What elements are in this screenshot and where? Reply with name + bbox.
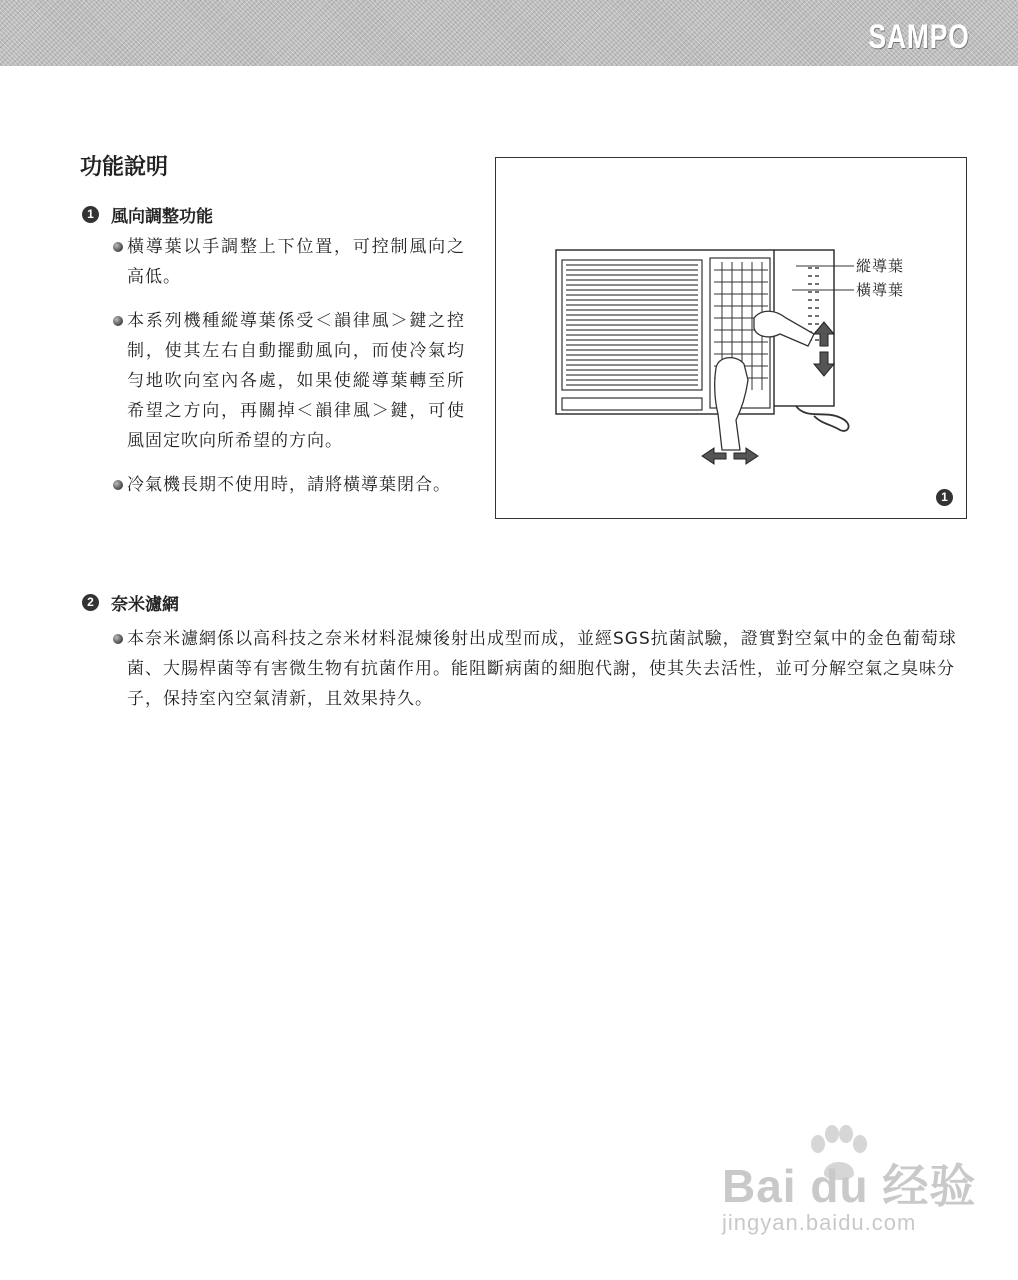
hand-icon: [754, 311, 814, 346]
air-conditioner-illustration: [496, 158, 966, 518]
bullet-dot-icon: [113, 480, 123, 490]
brand-logo: SAMPO: [868, 18, 970, 56]
bottom-panel: [562, 398, 702, 410]
watermark: [722, 1150, 976, 1236]
section2-number-badge: 2: [82, 594, 99, 611]
section2-paragraph: 本奈米濾網係以高科技之奈米材料混煉後射出成型而成，並經SGS抗菌試驗，證實對空氣中的金色葡萄球菌、大腸桿菌等有害微生物有抗菌作用。能阻斷病菌的細胞代謝，使其失去活性，並可分解空氣之臭味分子，保持室內空氣清新，且效果持久。: [113, 624, 989, 714]
bullet-item: 本系列機種縱導葉係受＜韻律風＞鍵之控制，使其左右自動擺動風向，而使冷氣均勻地吹向室內各處，如果使縱導葉轉至所希望之方向，再關掉＜韻律風＞鍵，可使風固定吹向所希望的方向。: [113, 306, 465, 456]
bullet-item: 橫導葉以手調整上下位置，可控制風向之高低。: [113, 232, 465, 292]
bullet-dot-icon: [113, 242, 123, 252]
hand-icon: [715, 358, 748, 450]
section1-heading-text: 風向調整功能: [111, 207, 213, 227]
section1-number-badge: 1: [82, 206, 99, 223]
page-title: 功能說明: [80, 155, 169, 180]
bullet-dot-icon: [113, 634, 123, 644]
section1-bullet-list: [113, 232, 465, 514]
section2-heading: [82, 590, 179, 615]
figure-number-badge: 1: [936, 489, 953, 506]
section1-heading: [82, 202, 213, 227]
arrow-down-icon: [814, 352, 834, 376]
label-vertical-louver: 縱導葉: [856, 257, 905, 275]
power-cord: [796, 406, 849, 431]
watermark-sub: jingyan.baidu.com: [722, 1210, 917, 1235]
bullet-item: 冷氣機長期不使用時，請將橫導葉閉合。: [113, 470, 465, 500]
bullet-dot-icon: [113, 316, 123, 326]
header-band: [0, 0, 1018, 66]
arrow-up-icon: [814, 322, 834, 346]
air-conditioner-figure: [495, 157, 967, 519]
section2-heading-text: 奈米濾網: [111, 595, 179, 615]
watermark-main: Bai du 经验: [722, 1160, 977, 1212]
label-horizontal-louver: 橫導葉: [856, 281, 905, 299]
